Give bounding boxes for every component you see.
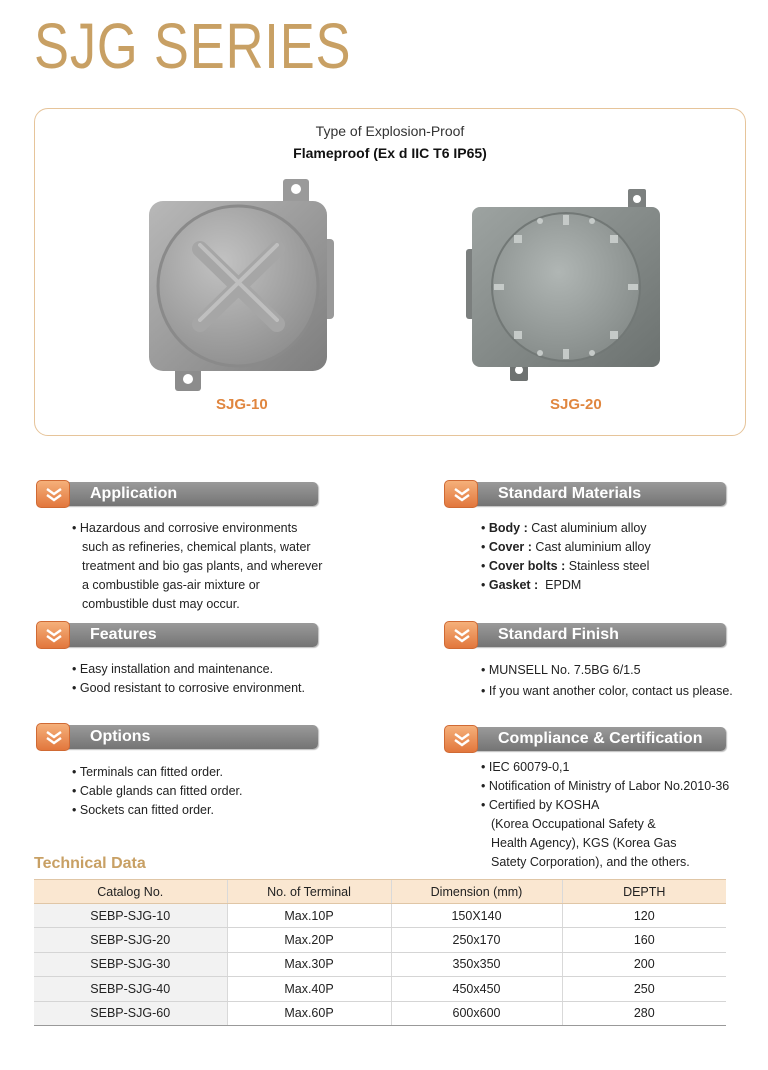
compliance-item: • Notification of Ministry of Labor No.2010-36 xyxy=(481,777,751,796)
table-cell: SEBP-SJG-60 xyxy=(34,1001,227,1025)
application-item: • Hazardous and corrosive environments such as refineries, chemical plants, water treatment and bio gas plants, and wherever a combustible gas-air mixture or combustible dust may occur. xyxy=(72,519,327,614)
explosion-proof-type: Type of Explosion-Proof xyxy=(315,123,465,139)
materials-item xyxy=(481,557,741,576)
materials-list xyxy=(481,519,741,595)
column-header: Catalog No. xyxy=(34,880,227,904)
table-cell: 450x450 xyxy=(391,977,562,1001)
technical-data-title: Technical Data xyxy=(34,855,146,872)
options-header xyxy=(36,723,318,751)
options-item: • Cable glands can fitted order. xyxy=(72,782,332,801)
compliance-subline: (Korea Occupational Safety & xyxy=(491,817,656,831)
table-cell: 150X140 xyxy=(391,904,562,928)
table-cell: Max.30P xyxy=(227,952,391,976)
chevron-down-icon xyxy=(444,621,478,649)
table-cell: 160 xyxy=(562,928,726,952)
material-key: Cover : xyxy=(488,540,532,554)
table-cell: 250 xyxy=(562,977,726,1001)
options-list xyxy=(72,763,332,820)
materials-title: Standard Materials xyxy=(498,485,642,502)
features-item: • Easy installation and maintenance. xyxy=(72,660,332,679)
finish-title: Standard Finish xyxy=(498,626,619,643)
table-cell: 280 xyxy=(562,1001,726,1025)
sjg-10-image xyxy=(145,179,345,394)
chevron-down-icon xyxy=(36,480,70,508)
options-title: Options xyxy=(90,728,151,745)
features-item: • Good resistant to corrosive environment. xyxy=(72,679,332,698)
compliance-list xyxy=(481,758,751,872)
column-header: DEPTH xyxy=(562,880,726,904)
table-cell: 350x350 xyxy=(391,952,562,976)
material-value: Stainless steel xyxy=(568,559,650,573)
features-header xyxy=(36,621,318,649)
chevron-down-icon xyxy=(36,621,70,649)
material-key: Body : xyxy=(488,521,528,535)
finish-header xyxy=(444,621,726,649)
table-cell: SEBP-SJG-40 xyxy=(34,977,227,1001)
compliance-subline: Health Agency), KGS (Korea Gas xyxy=(491,836,677,850)
compliance-title: Compliance & Certification xyxy=(498,730,703,747)
table-cell: 250x170 xyxy=(391,928,562,952)
column-header: Dimension (mm) xyxy=(391,880,562,904)
application-title: Application xyxy=(90,485,178,502)
material-key: Gasket : xyxy=(488,578,539,592)
table-cell: 600x600 xyxy=(391,1001,562,1025)
table-cell: Max.40P xyxy=(227,977,391,1001)
table-cell: Max.20P xyxy=(227,928,391,952)
material-value: Cast aluminium alloy xyxy=(531,521,647,535)
flameproof-rating: Flameproof (Ex d IIC T6 IP65) xyxy=(293,145,487,161)
sjg-10-label: SJG-10 xyxy=(216,396,268,413)
compliance-item: • Certified by KOSHA xyxy=(481,796,751,815)
compliance-item: • IEC 60079-0,1 xyxy=(481,758,751,777)
materials-item xyxy=(481,538,741,557)
finish-item: • If you want another color, contact us please. xyxy=(481,681,751,702)
table-cell: 200 xyxy=(562,952,726,976)
material-value: Cast aluminium alloy xyxy=(535,540,651,554)
application-list xyxy=(72,519,327,614)
materials-item xyxy=(481,519,741,538)
table-row xyxy=(34,928,726,952)
table-cell: SEBP-SJG-20 xyxy=(34,928,227,952)
application-header xyxy=(36,480,318,508)
materials-header xyxy=(444,480,726,508)
table-cell: 120 xyxy=(562,904,726,928)
material-key: Cover bolts : xyxy=(488,559,566,573)
compliance-header xyxy=(444,725,726,753)
sjg-20-label: SJG-20 xyxy=(550,396,602,413)
table-cell: SEBP-SJG-10 xyxy=(34,904,227,928)
options-item: • Terminals can fitted order. xyxy=(72,763,332,782)
table-cell: SEBP-SJG-30 xyxy=(34,952,227,976)
finish-item: • MUNSELL No. 7.5BG 6/1.5 xyxy=(481,660,751,681)
chevron-down-icon xyxy=(444,480,478,508)
table-cell: Max.10P xyxy=(227,904,391,928)
options-item: • Sockets can fitted order. xyxy=(72,801,332,820)
chevron-down-icon xyxy=(444,725,478,753)
features-list xyxy=(72,660,332,698)
page-title: SJG SERIES xyxy=(34,10,352,82)
table-cell: Max.60P xyxy=(227,1001,391,1025)
table-row xyxy=(34,904,726,928)
chevron-down-icon xyxy=(36,723,70,751)
column-header: No. of Terminal xyxy=(227,880,391,904)
table-row xyxy=(34,952,726,976)
features-title: Features xyxy=(90,626,157,643)
table-row xyxy=(34,977,726,1001)
materials-item xyxy=(481,576,741,595)
technical-data-table xyxy=(34,879,726,1026)
table-row xyxy=(34,1001,726,1025)
material-value: EPDM xyxy=(545,578,582,592)
sjg-20-image xyxy=(460,189,670,384)
compliance-subline: Satety Corporation), and the others. xyxy=(491,855,690,869)
product-box xyxy=(34,108,746,436)
finish-list xyxy=(481,660,751,702)
table-header-row xyxy=(34,880,726,904)
